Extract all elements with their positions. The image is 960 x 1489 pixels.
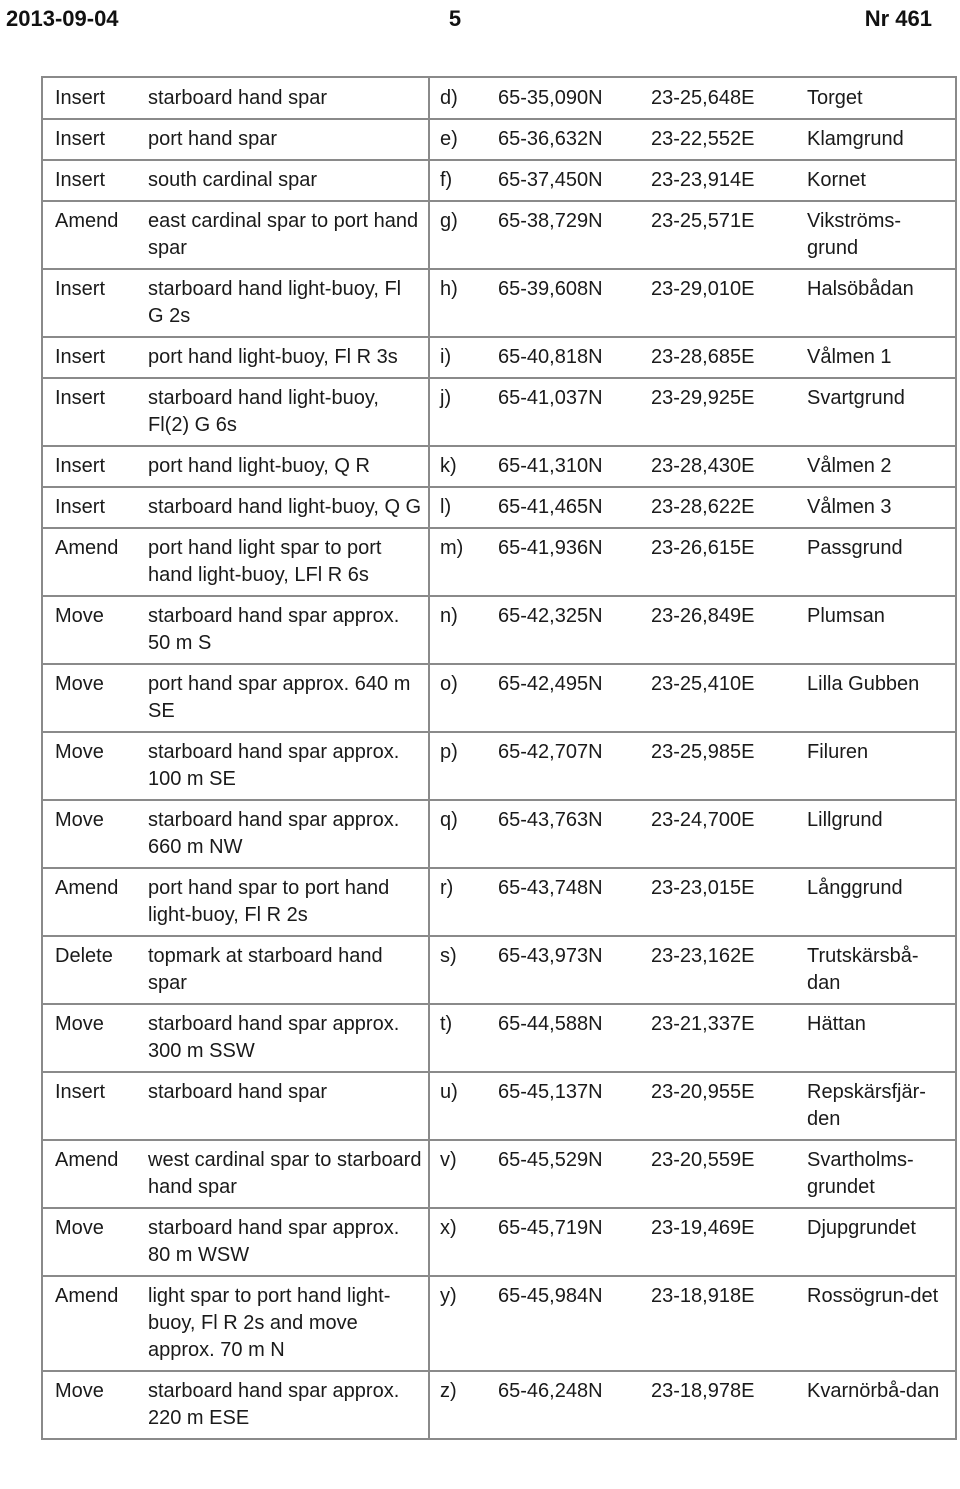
cell-latitude: 65-38,729N: [496, 201, 649, 269]
cell-location-name: Trutskärsbå-dan: [805, 936, 956, 1004]
cell-description: starboard hand spar approx. 660 m NW: [146, 800, 429, 868]
cell-action: Move: [42, 1004, 146, 1072]
cell-item-letter: p): [429, 732, 496, 800]
cell-item-letter: v): [429, 1140, 496, 1208]
table-row: [42, 800, 956, 868]
cell-location-name: Halsöbådan: [805, 269, 956, 337]
cell-location-name: Lilla Gubben: [805, 664, 956, 732]
cell-location-name: Lillgrund: [805, 800, 956, 868]
cell-item-letter: t): [429, 1004, 496, 1072]
cell-latitude: 65-40,818N: [496, 337, 649, 378]
notice-table-body: [42, 77, 956, 1439]
cell-longitude: 23-24,700E: [649, 800, 805, 868]
cell-longitude: 23-22,552E: [649, 119, 805, 160]
cell-description: starboard hand light-buoy, Fl(2) G 6s: [146, 378, 429, 446]
cell-action: Insert: [42, 378, 146, 446]
cell-action: Insert: [42, 160, 146, 201]
cell-longitude: 23-25,985E: [649, 732, 805, 800]
cell-description: starboard hand spar approx. 300 m SSW: [146, 1004, 429, 1072]
cell-latitude: 65-41,310N: [496, 446, 649, 487]
cell-location-name: Vikströms-grund: [805, 201, 956, 269]
cell-longitude: 23-19,469E: [649, 1208, 805, 1276]
table-row: [42, 269, 956, 337]
cell-location-name: Vålmen 3: [805, 487, 956, 528]
table-row: [42, 487, 956, 528]
notice-table: [41, 76, 957, 1440]
cell-latitude: 65-42,495N: [496, 664, 649, 732]
cell-location-name: Plumsan: [805, 596, 956, 664]
cell-action: Move: [42, 596, 146, 664]
cell-location-name: Djupgrundet: [805, 1208, 956, 1276]
table-row: [42, 1140, 956, 1208]
cell-latitude: 65-45,137N: [496, 1072, 649, 1140]
cell-location-name: Klamgrund: [805, 119, 956, 160]
cell-longitude: 23-28,622E: [649, 487, 805, 528]
cell-description: south cardinal spar: [146, 160, 429, 201]
table-row: [42, 1004, 956, 1072]
cell-item-letter: h): [429, 269, 496, 337]
cell-action: Insert: [42, 487, 146, 528]
cell-item-letter: d): [429, 77, 496, 119]
cell-item-letter: m): [429, 528, 496, 596]
cell-action: Insert: [42, 446, 146, 487]
table-row: [42, 732, 956, 800]
cell-longitude: 23-28,430E: [649, 446, 805, 487]
cell-item-letter: i): [429, 337, 496, 378]
table-row: [42, 160, 956, 201]
cell-description: east cardinal spar to port hand spar: [146, 201, 429, 269]
cell-action: Insert: [42, 119, 146, 160]
table-row: [42, 1371, 956, 1439]
cell-longitude: 23-25,648E: [649, 77, 805, 119]
cell-latitude: 65-43,763N: [496, 800, 649, 868]
cell-location-name: Långgrund: [805, 868, 956, 936]
header-date: 2013-09-04: [6, 6, 119, 31]
table-row: [42, 77, 956, 119]
cell-location-name: Torget: [805, 77, 956, 119]
cell-longitude: 23-23,162E: [649, 936, 805, 1004]
cell-item-letter: u): [429, 1072, 496, 1140]
table-row: [42, 201, 956, 269]
cell-item-letter: g): [429, 201, 496, 269]
cell-latitude: 65-41,936N: [496, 528, 649, 596]
cell-location-name: Filuren: [805, 732, 956, 800]
cell-item-letter: x): [429, 1208, 496, 1276]
cell-description: starboard hand light-buoy, Fl G 2s: [146, 269, 429, 337]
table-row: [42, 936, 956, 1004]
cell-item-letter: j): [429, 378, 496, 446]
cell-longitude: 23-26,615E: [649, 528, 805, 596]
cell-action: Amend: [42, 528, 146, 596]
table-row: [42, 868, 956, 936]
cell-latitude: 65-46,248N: [496, 1371, 649, 1439]
cell-description: starboard hand spar approx. 80 m WSW: [146, 1208, 429, 1276]
table-row: [42, 1276, 956, 1371]
cell-longitude: 23-20,955E: [649, 1072, 805, 1140]
cell-item-letter: k): [429, 446, 496, 487]
cell-latitude: 65-36,632N: [496, 119, 649, 160]
cell-location-name: Kvarnörbå-dan: [805, 1371, 956, 1439]
cell-longitude: 23-18,978E: [649, 1371, 805, 1439]
cell-latitude: 65-39,608N: [496, 269, 649, 337]
cell-longitude: 23-21,337E: [649, 1004, 805, 1072]
cell-description: starboard hand spar: [146, 77, 429, 119]
cell-description: starboard hand spar approx. 220 m ESE: [146, 1371, 429, 1439]
cell-item-letter: f): [429, 160, 496, 201]
cell-description: light spar to port hand light-buoy, Fl R 2s and move approx. 70 m N: [146, 1276, 429, 1371]
cell-description: port hand light spar to port hand light-buoy, LFl R 6s: [146, 528, 429, 596]
cell-latitude: 65-35,090N: [496, 77, 649, 119]
cell-latitude: 65-45,984N: [496, 1276, 649, 1371]
cell-description: starboard hand spar: [146, 1072, 429, 1140]
cell-action: Move: [42, 1371, 146, 1439]
cell-longitude: 23-20,559E: [649, 1140, 805, 1208]
cell-item-letter: n): [429, 596, 496, 664]
cell-description: port hand spar approx. 640 m SE: [146, 664, 429, 732]
cell-item-letter: q): [429, 800, 496, 868]
table-row: [42, 119, 956, 160]
cell-latitude: 65-45,529N: [496, 1140, 649, 1208]
cell-description: west cardinal spar to starboard hand spar: [146, 1140, 429, 1208]
table-row: [42, 596, 956, 664]
cell-action: Insert: [42, 1072, 146, 1140]
cell-action: Move: [42, 664, 146, 732]
cell-location-name: Svartgrund: [805, 378, 956, 446]
cell-action: Move: [42, 800, 146, 868]
cell-item-letter: z): [429, 1371, 496, 1439]
cell-location-name: Svartholms-grundet: [805, 1140, 956, 1208]
cell-latitude: 65-37,450N: [496, 160, 649, 201]
cell-longitude: 23-29,925E: [649, 378, 805, 446]
cell-item-letter: l): [429, 487, 496, 528]
cell-latitude: 65-41,465N: [496, 487, 649, 528]
page-header: [0, 0, 960, 40]
cell-location-name: Rossögrun-det: [805, 1276, 956, 1371]
header-issue-number: Nr 461: [864, 6, 932, 31]
cell-action: Insert: [42, 337, 146, 378]
cell-longitude: 23-23,015E: [649, 868, 805, 936]
table-row: [42, 664, 956, 732]
cell-longitude: 23-25,410E: [649, 664, 805, 732]
cell-action: Amend: [42, 1140, 146, 1208]
cell-location-name: Kornet: [805, 160, 956, 201]
cell-longitude: 23-23,914E: [649, 160, 805, 201]
cell-latitude: 65-41,037N: [496, 378, 649, 446]
cell-description: port hand spar: [146, 119, 429, 160]
cell-description: port hand light-buoy, Fl R 3s: [146, 337, 429, 378]
cell-action: Insert: [42, 77, 146, 119]
cell-location-name: Passgrund: [805, 528, 956, 596]
cell-latitude: 65-43,748N: [496, 868, 649, 936]
table-row: [42, 446, 956, 487]
cell-longitude: 23-25,571E: [649, 201, 805, 269]
cell-item-letter: r): [429, 868, 496, 936]
cell-action: Insert: [42, 269, 146, 337]
cell-description: port hand spar to port hand light-buoy, Fl R 2s: [146, 868, 429, 936]
cell-description: port hand light-buoy, Q R: [146, 446, 429, 487]
cell-action: Amend: [42, 868, 146, 936]
header-page-number: 5: [448, 6, 462, 31]
cell-description: starboard hand spar approx. 50 m S: [146, 596, 429, 664]
cell-action: Amend: [42, 201, 146, 269]
cell-longitude: 23-28,685E: [649, 337, 805, 378]
table-row: [42, 528, 956, 596]
table-row: [42, 1072, 956, 1140]
cell-latitude: 65-42,325N: [496, 596, 649, 664]
cell-location-name: Repskärsfjär-den: [805, 1072, 956, 1140]
cell-location-name: Hättan: [805, 1004, 956, 1072]
table-row: [42, 1208, 956, 1276]
cell-action: Move: [42, 1208, 146, 1276]
cell-longitude: 23-26,849E: [649, 596, 805, 664]
cell-location-name: Vålmen 2: [805, 446, 956, 487]
cell-action: Amend: [42, 1276, 146, 1371]
cell-location-name: Vålmen 1: [805, 337, 956, 378]
cell-latitude: 65-42,707N: [496, 732, 649, 800]
cell-item-letter: y): [429, 1276, 496, 1371]
cell-action: Delete: [42, 936, 146, 1004]
cell-longitude: 23-18,918E: [649, 1276, 805, 1371]
cell-item-letter: e): [429, 119, 496, 160]
cell-latitude: 65-43,973N: [496, 936, 649, 1004]
cell-action: Move: [42, 732, 146, 800]
cell-description: topmark at starboard hand spar: [146, 936, 429, 1004]
cell-latitude: 65-44,588N: [496, 1004, 649, 1072]
cell-description: starboard hand light-buoy, Q G: [146, 487, 429, 528]
cell-latitude: 65-45,719N: [496, 1208, 649, 1276]
table-row: [42, 337, 956, 378]
cell-description: starboard hand spar approx. 100 m SE: [146, 732, 429, 800]
table-row: [42, 378, 956, 446]
cell-item-letter: o): [429, 664, 496, 732]
cell-longitude: 23-29,010E: [649, 269, 805, 337]
cell-item-letter: s): [429, 936, 496, 1004]
